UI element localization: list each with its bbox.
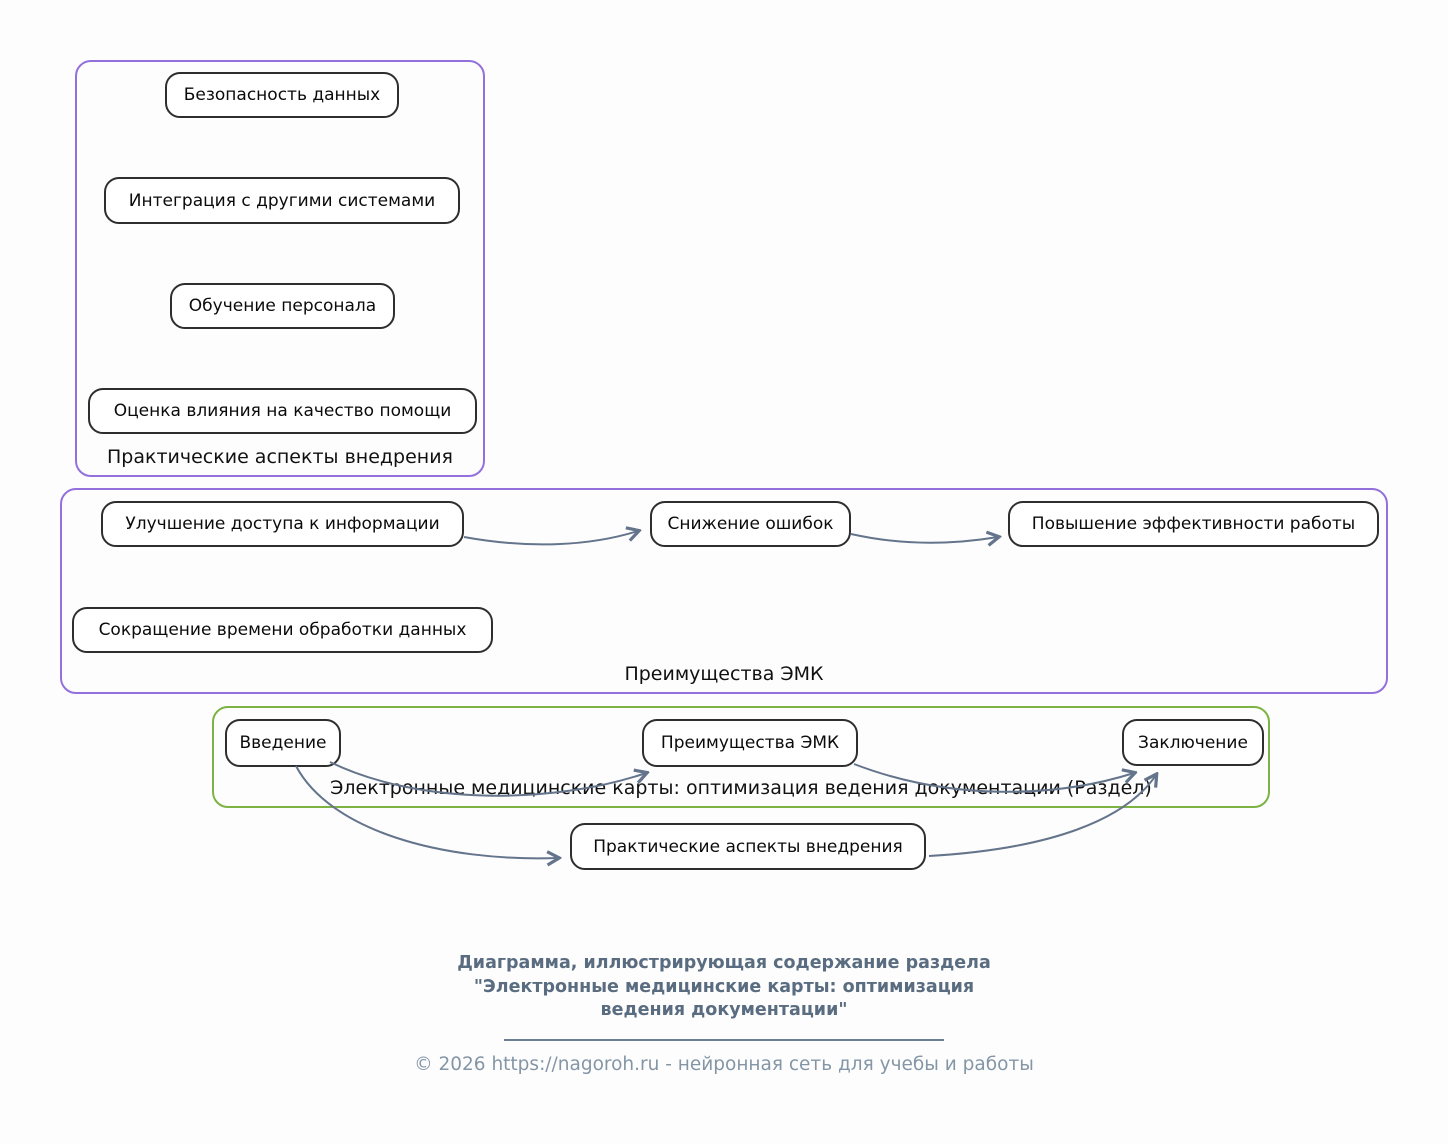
caption-divider bbox=[504, 1039, 944, 1041]
caption-line-1: Диаграмма, иллюстрирующая содержание раздела bbox=[457, 953, 991, 973]
cluster-practical-label: Практические аспекты внедрения bbox=[107, 446, 453, 468]
node-uluchshenie-dostupa: Улучшение доступа к информации bbox=[101, 501, 464, 547]
node-snizhenie-oshibok: Снижение ошибок bbox=[650, 501, 851, 547]
node-otsenka-vliyaniya: Оценка влияния на качество помощи bbox=[88, 388, 477, 434]
cluster-benefits-label: Преимущества ЭМК bbox=[624, 663, 824, 685]
cluster-benefits bbox=[60, 488, 1388, 694]
copyright-text: © 2026 https://nagoroh.ru - нейронная сеть для учебы и работы bbox=[414, 1053, 1034, 1075]
node-sokrashchenie-vremeni: Сокращение времени обработки данных bbox=[72, 607, 493, 653]
node-obuchenie-personala: Обучение персонала bbox=[170, 283, 395, 329]
node-zaklyuchenie: Заключение bbox=[1122, 719, 1264, 766]
node-prakticheskie-aspekty-floating: Практические аспекты внедрения bbox=[570, 823, 926, 870]
caption-line-3: ведения документации" bbox=[600, 1000, 848, 1020]
cluster-section-label: Электронные медицинские карты: оптимизация ведения документации (Раздел) bbox=[330, 777, 1152, 799]
cluster-section bbox=[212, 706, 1270, 808]
caption-block bbox=[0, 952, 1448, 1075]
node-preimushchestva-emk: Преимущества ЭМК bbox=[642, 719, 858, 767]
cluster-practical-aspects bbox=[75, 60, 485, 477]
caption-line-2: "Электронные медицинские карты: оптимизация bbox=[473, 976, 975, 997]
node-povyshenie-effektivnosti: Повышение эффективности работы bbox=[1008, 501, 1379, 547]
node-vvedenie: Введение bbox=[225, 719, 341, 767]
node-integratsiya-s-sistemami: Интеграция с другими системами bbox=[104, 177, 460, 224]
node-bezopasnost-dannykh: Безопасность данных bbox=[165, 72, 399, 118]
